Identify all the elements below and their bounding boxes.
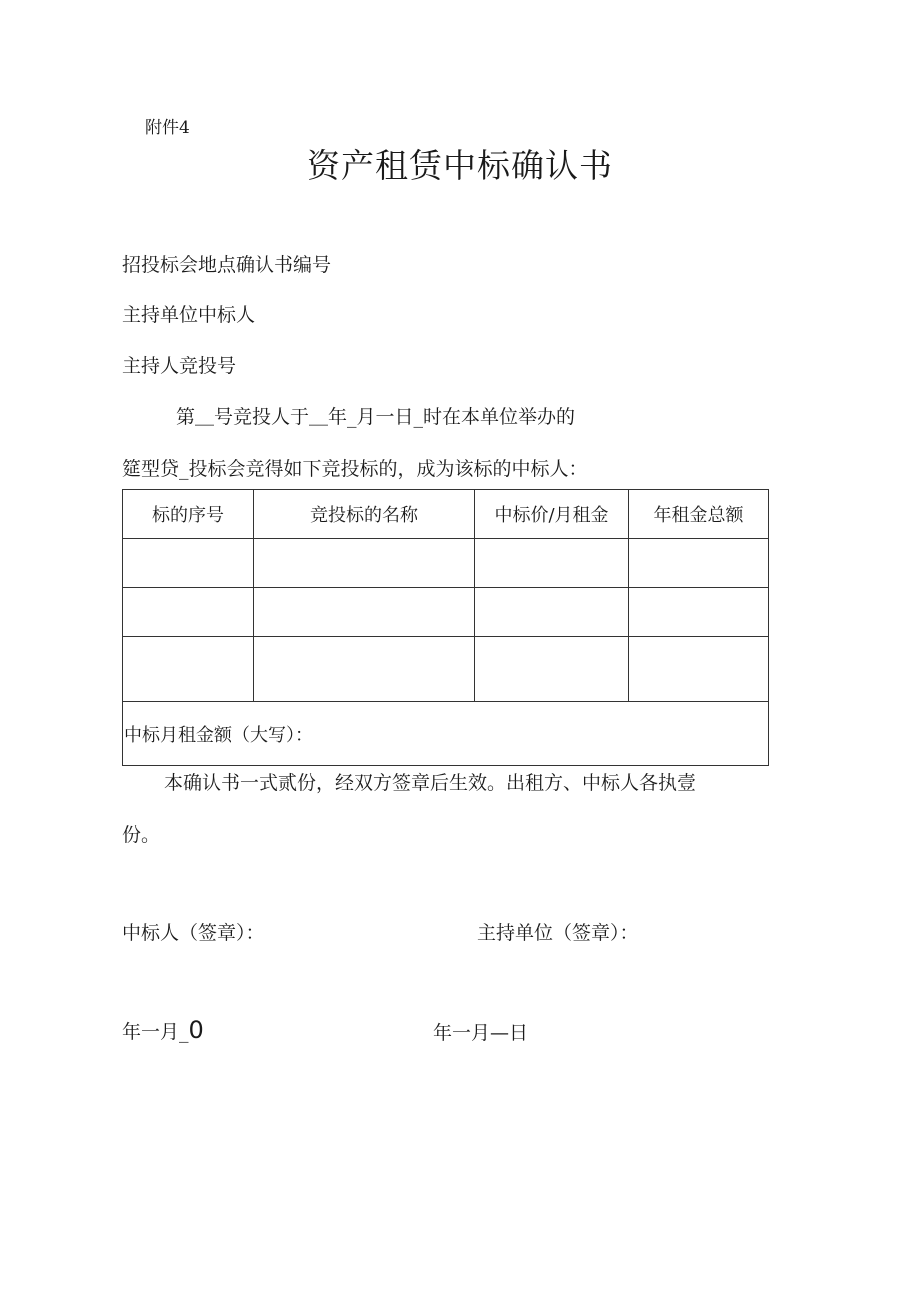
field-venue-certificate-number: 招投标会地点确认书编号 xyxy=(122,254,332,276)
closing-paragraph-line-2: 份。 xyxy=(122,824,161,846)
table-header-row xyxy=(123,490,769,539)
award-table xyxy=(122,489,769,766)
table-cell xyxy=(629,539,769,588)
field-host-unit-winner: 主持单位中标人 xyxy=(122,304,256,326)
table-cell xyxy=(475,588,629,637)
header-winning-price: 中标价/月租金 xyxy=(475,490,629,539)
table-cell xyxy=(254,588,475,637)
winner-date-prefix: 年一月_ xyxy=(122,1021,189,1043)
table-cell xyxy=(475,539,629,588)
header-lot-number: 标的序号 xyxy=(123,490,254,539)
table-cell xyxy=(254,637,475,702)
table-row xyxy=(123,588,769,637)
table-total-row xyxy=(123,702,769,766)
table-cell xyxy=(254,539,475,588)
table-cell xyxy=(123,588,254,637)
document-title: 资产租赁中标确认书 xyxy=(307,146,613,185)
table-cell xyxy=(629,637,769,702)
winner-date xyxy=(122,1016,204,1044)
table-cell xyxy=(629,588,769,637)
table-cell xyxy=(475,637,629,702)
body-paragraph-line-1: 第＿号竞投人于＿年_月一日_时在本单位举办的 xyxy=(176,406,576,428)
header-annual-rent: 年租金总额 xyxy=(629,490,769,539)
host-date: 年一月—日 xyxy=(433,1022,529,1044)
header-lot-name: 竞投标的名称 xyxy=(254,490,475,539)
host-signature-label: 主持单位（签章）： xyxy=(477,922,639,944)
table-row xyxy=(123,539,769,588)
attachment-label: 附件4 xyxy=(145,118,190,138)
body-paragraph-line-2: 筵型贷_投标会竞得如下竞投标的，成为该标的中标人： xyxy=(122,458,588,480)
table-cell xyxy=(123,637,254,702)
winner-date-suffix: 0 xyxy=(188,1016,204,1044)
table-row xyxy=(123,637,769,702)
closing-paragraph-line-1: 本确认书一式贰份，经双方签章后生效。出租方、中标人各执壹 xyxy=(164,772,697,794)
field-host-bid-number: 主持人竞投号 xyxy=(122,355,237,377)
winner-signature-label: 中标人（签章）： xyxy=(122,922,265,944)
table-cell xyxy=(123,539,254,588)
total-monthly-rent-label: 中标月租金额（大写）： xyxy=(123,702,769,766)
